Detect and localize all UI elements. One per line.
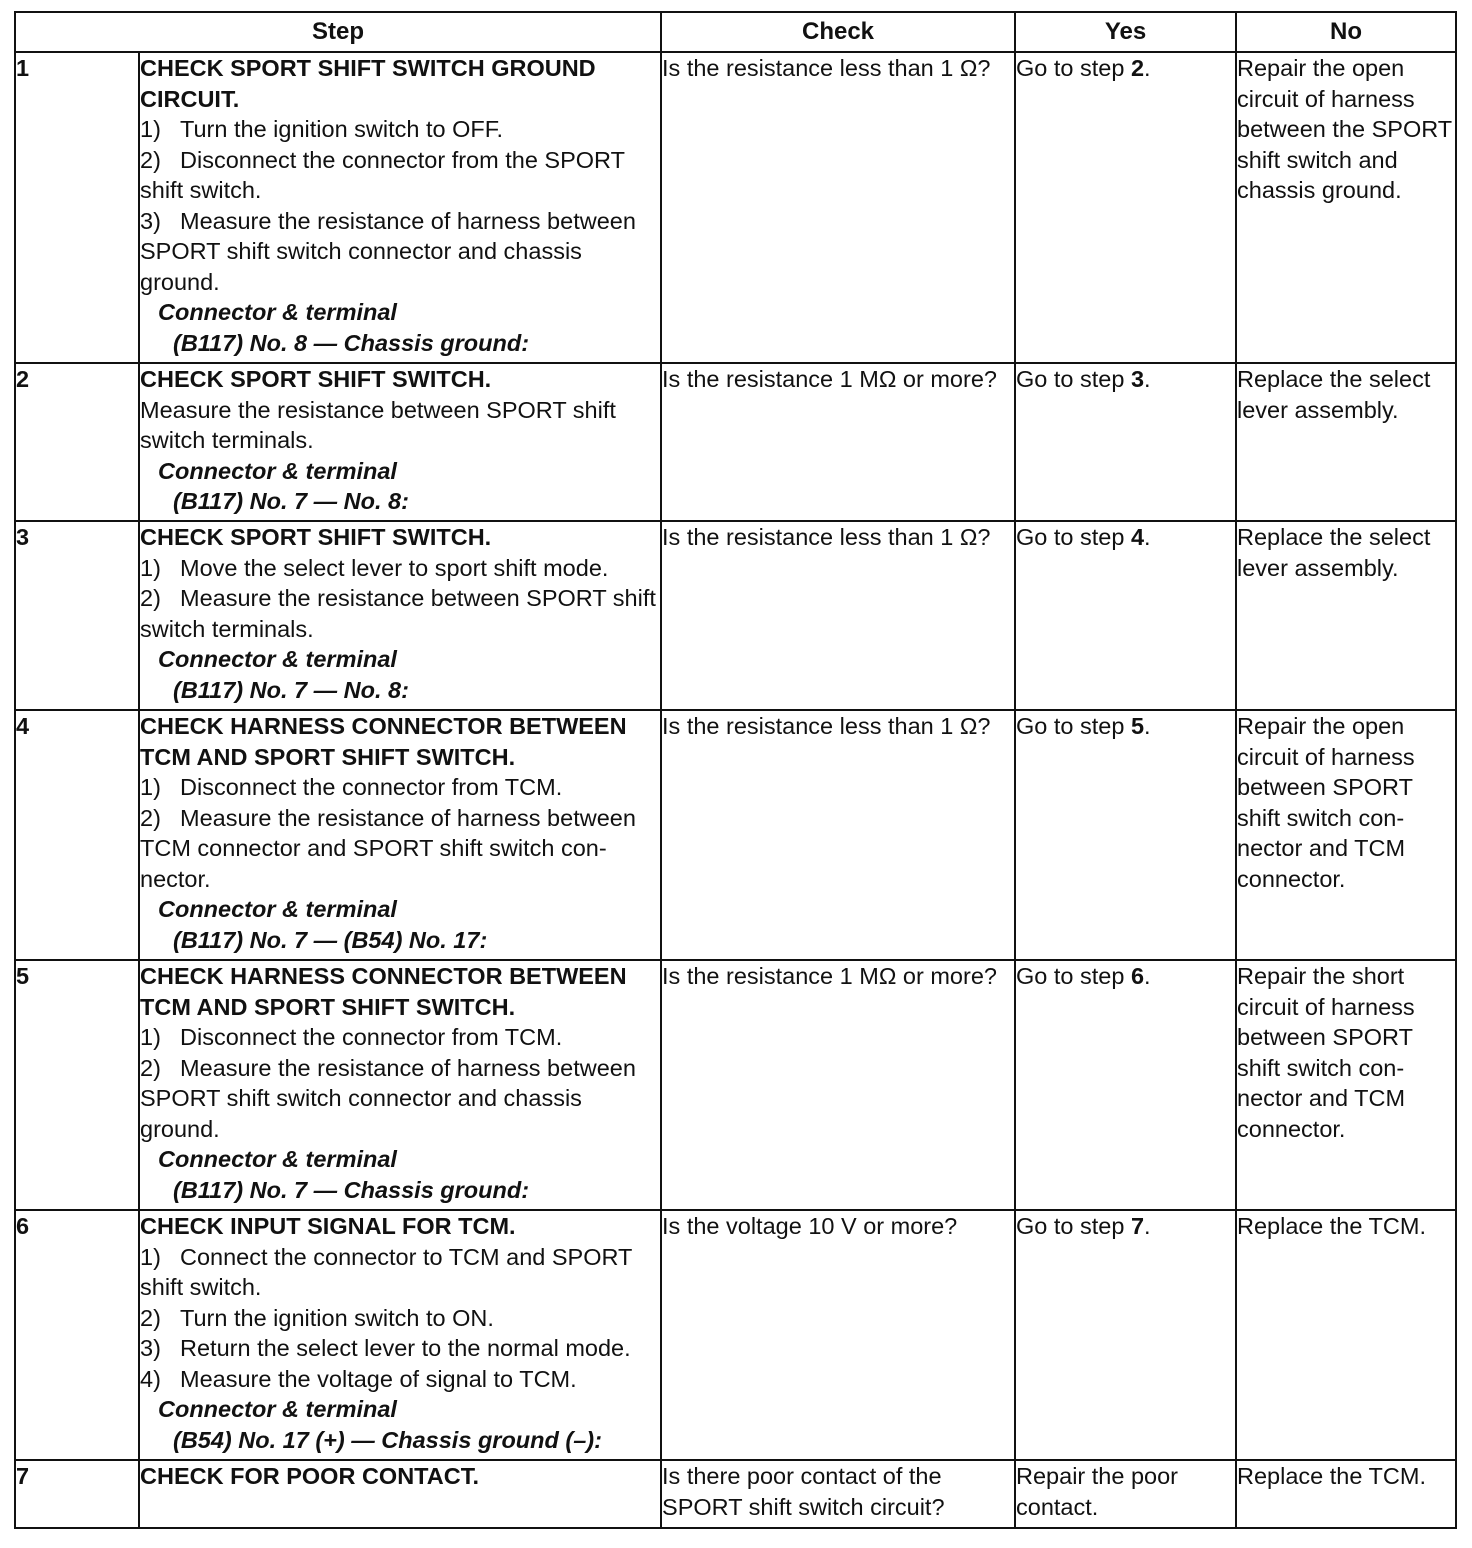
connector-label: Connector & terminal <box>158 457 397 484</box>
instruction-text: Turn the ignition switch to OFF. <box>180 116 504 142</box>
yes-cell <box>1015 1460 1236 1528</box>
check-cell: Is there poor contact of the SPORT shift switch circuit? <box>661 1460 1015 1528</box>
table-row <box>15 1460 1456 1528</box>
table-row <box>15 960 1456 1210</box>
step-instruction <box>140 1022 660 1053</box>
step-title: CHECK INPUT SIGNAL FOR TCM. <box>140 1213 516 1239</box>
instruction-number: 2) <box>140 1054 161 1081</box>
instruction-number: 3) <box>140 207 161 234</box>
no-cell: Repair the short circuit of harness between SPORT shift switch con-nector and TCM connector. <box>1236 960 1456 1210</box>
no-cell: Repair the open circuit of harness between the SPORT shift switch and chassis ground. <box>1236 52 1456 363</box>
instruction-number: 2) <box>140 146 161 173</box>
no-cell: Replace the select lever assembly. <box>1236 363 1456 521</box>
connector-spec: (B117) No. 7 — No. 8: <box>173 488 409 514</box>
step-instruction <box>140 1303 660 1334</box>
yes-prefix: Go to step <box>1016 963 1131 989</box>
yes-suffix: . <box>1144 963 1151 989</box>
step-number: 1 <box>15 52 139 363</box>
step-title: CHECK HARNESS CONNECTOR BETWEEN TCM AND SPORT SHIFT SWITCH. <box>140 963 627 1020</box>
instruction-number: 1) <box>140 774 161 800</box>
instruction-number: 1) <box>140 554 161 581</box>
instruction-text: Connect the connector to TCM and SPORT shift switch. <box>140 1243 632 1300</box>
instruction-text: Measure the resistance of harness between SPORT shift switch connector and chassis ground. <box>140 207 636 295</box>
step-cell <box>139 710 661 960</box>
step-cell <box>139 1210 661 1460</box>
yes-prefix: Go to step <box>1016 366 1131 392</box>
connector-spec: (B117) No. 8 — Chassis ground: <box>173 329 530 356</box>
step-title: CHECK SPORT SHIFT SWITCH. <box>140 366 492 392</box>
yes-suffix: . <box>1144 366 1151 392</box>
diagnostic-table <box>14 11 1457 1529</box>
yes-prefix: Go to step <box>1016 55 1131 81</box>
connector-label: Connector & terminal <box>158 1146 397 1172</box>
header-yes: Yes <box>1015 12 1236 52</box>
connector-label: Connector & terminal <box>158 646 397 672</box>
yes-step-number: 3 <box>1130 366 1145 392</box>
instruction-text: Measure the resistance between SPORT shift switch terminals. <box>140 585 656 642</box>
yes-suffix: . <box>1144 1213 1151 1239</box>
check-cell: Is the resistance less than 1 Ω? <box>661 52 1015 363</box>
instruction-text: Measure the resistance of harness between SPORT shift switch connector and chassis ground. <box>140 1054 636 1142</box>
yes-cell <box>1015 710 1236 960</box>
yes-step-number: 6 <box>1130 963 1145 989</box>
instruction-text: Measure the resistance of harness between TCM connector and SPORT shift switch con-nector. <box>140 804 636 892</box>
step-number: 2 <box>15 363 139 521</box>
table-body <box>15 52 1456 1528</box>
step-cell <box>139 52 661 363</box>
instruction-text: Disconnect the connector from TCM. <box>180 774 563 800</box>
no-cell: Repair the open circuit of harness between SPORT shift switch con-nector and TCM connector. <box>1236 710 1456 960</box>
table-row <box>15 52 1456 363</box>
step-number: 5 <box>15 960 139 1210</box>
step-cell <box>139 521 661 710</box>
instruction-number: 1) <box>140 1024 161 1050</box>
connector-spec: (B54) No. 17 (+) — Chassis ground (–): <box>173 1426 602 1453</box>
instruction-text: Return the select lever to the normal mode. <box>180 1335 631 1361</box>
yes-prefix: Go to step <box>1016 524 1131 550</box>
step-instruction <box>140 1333 660 1364</box>
instruction-number: 2) <box>140 804 161 831</box>
instruction-text: Move the select lever to sport shift mode. <box>180 554 609 581</box>
no-cell: Replace the TCM. <box>1236 1210 1456 1460</box>
step-instruction <box>140 803 660 895</box>
yes-step-number: 5 <box>1130 713 1145 739</box>
step-instruction <box>140 114 660 145</box>
table-row <box>15 521 1456 710</box>
step-title: CHECK FOR POOR CONTACT. <box>140 1463 480 1489</box>
step-instruction <box>140 395 660 456</box>
table-row <box>15 710 1456 960</box>
yes-step-number: 2 <box>1130 55 1145 81</box>
step-instruction <box>140 145 660 206</box>
step-number: 6 <box>15 1210 139 1460</box>
yes-cell <box>1015 1210 1236 1460</box>
connector-label: Connector & terminal <box>158 299 397 325</box>
step-instruction <box>140 553 660 584</box>
no-cell: Replace the select lever assembly. <box>1236 521 1456 710</box>
step-number: 4 <box>15 710 139 960</box>
table-row <box>15 363 1456 521</box>
instruction-number: 3) <box>140 1335 161 1361</box>
step-title: CHECK SPORT SHIFT SWITCH. <box>140 524 492 550</box>
connector-spec: (B117) No. 7 — Chassis ground: <box>173 1176 530 1203</box>
instruction-number: 2) <box>140 1304 161 1331</box>
instruction-number: 2) <box>140 585 161 611</box>
step-instruction <box>140 583 660 644</box>
connector-spec: (B117) No. 7 — No. 8: <box>173 676 409 703</box>
yes-step-number: 4 <box>1130 524 1145 550</box>
step-title: CHECK SPORT SHIFT SWITCH GROUND CIRCUIT. <box>140 55 596 112</box>
yes-cell <box>1015 521 1236 710</box>
instruction-text: Turn the ignition switch to ON. <box>180 1304 494 1331</box>
instruction-text: Measure the resistance between SPORT shift switch terminals. <box>140 396 616 453</box>
check-cell: Is the resistance 1 MΩ or more? <box>661 363 1015 521</box>
yes-prefix: Repair the poor contact. <box>1016 1463 1179 1520</box>
instruction-text: Disconnect the connector from the SPORT shift switch. <box>140 146 625 203</box>
check-cell: Is the voltage 10 V or more? <box>661 1210 1015 1460</box>
step-cell <box>139 960 661 1210</box>
connector-label: Connector & terminal <box>158 1396 397 1422</box>
step-instruction <box>140 772 660 803</box>
yes-cell <box>1015 960 1236 1210</box>
header-row <box>15 12 1456 52</box>
instruction-text: Measure the voltage of signal to TCM. <box>180 1365 577 1392</box>
instruction-number: 1) <box>140 116 161 142</box>
yes-suffix: . <box>1144 713 1151 739</box>
yes-prefix: Go to step <box>1016 713 1131 739</box>
yes-suffix: . <box>1144 55 1151 81</box>
yes-suffix: . <box>1144 524 1151 550</box>
table-row <box>15 1210 1456 1460</box>
connector-label: Connector & terminal <box>158 896 397 922</box>
yes-cell <box>1015 363 1236 521</box>
check-cell: Is the resistance 1 MΩ or more? <box>661 960 1015 1210</box>
step-cell <box>139 363 661 521</box>
step-title: CHECK HARNESS CONNECTOR BETWEEN TCM AND SPORT SHIFT SWITCH. <box>140 713 627 770</box>
instruction-number: 1) <box>140 1243 161 1270</box>
step-instruction <box>140 1053 660 1145</box>
step-instruction <box>140 206 660 298</box>
header-step: Step <box>15 12 661 52</box>
check-cell: Is the resistance less than 1 Ω? <box>661 521 1015 710</box>
instruction-text: Disconnect the connector from TCM. <box>180 1024 563 1050</box>
header-check: Check <box>661 12 1015 52</box>
yes-step-number: 7 <box>1130 1213 1145 1239</box>
step-cell <box>139 1460 661 1528</box>
step-instruction <box>140 1364 660 1395</box>
connector-spec: (B117) No. 7 — (B54) No. 17: <box>173 926 488 953</box>
step-instruction <box>140 1242 660 1303</box>
step-number: 3 <box>15 521 139 710</box>
step-number: 7 <box>15 1460 139 1528</box>
check-cell: Is the resistance less than 1 Ω? <box>661 710 1015 960</box>
instruction-number: 4) <box>140 1365 161 1392</box>
no-cell: Replace the TCM. <box>1236 1460 1456 1528</box>
header-no: No <box>1236 12 1456 52</box>
yes-cell <box>1015 52 1236 363</box>
yes-prefix: Go to step <box>1016 1213 1131 1239</box>
